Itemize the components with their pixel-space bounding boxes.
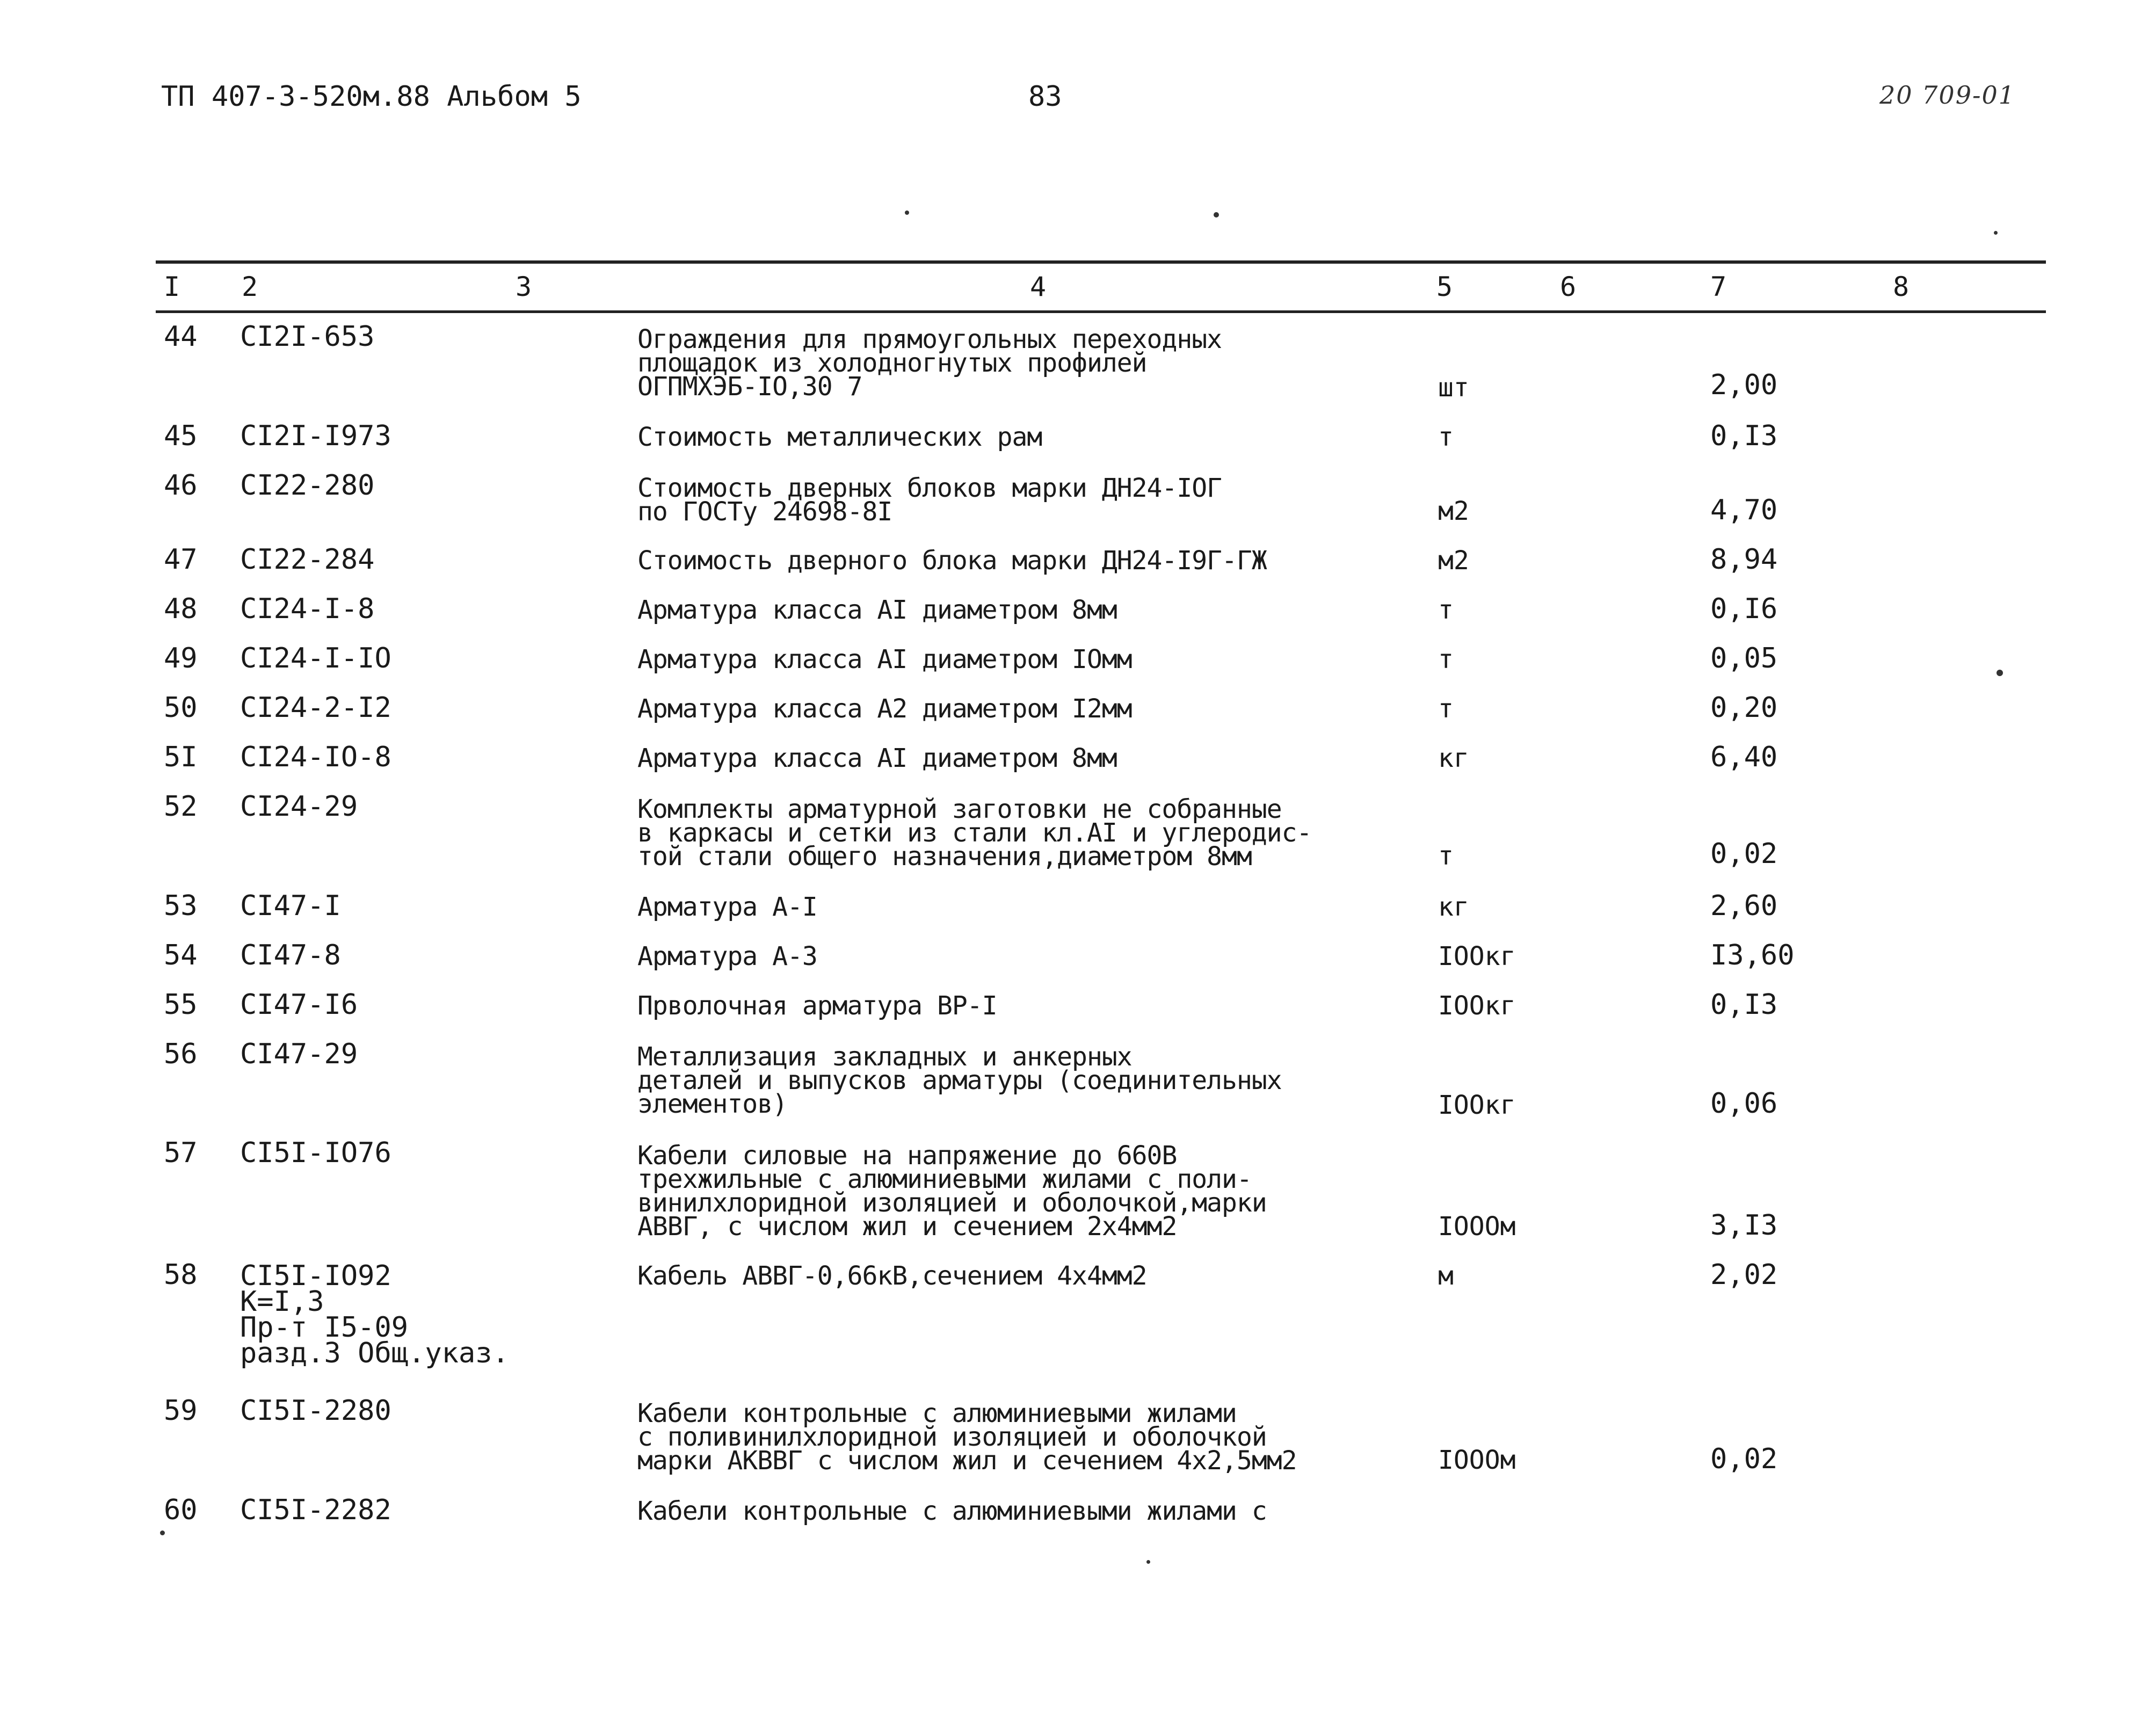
row-unit: т — [1438, 422, 1454, 452]
row-number: 48 — [164, 593, 198, 625]
row-description: Стоимость дверного блока марки ДН24-I9Г-ГЖ — [637, 546, 1267, 576]
column-header-1: I — [164, 271, 180, 302]
row-number: 58 — [164, 1259, 198, 1291]
row-quantity: 0,I3 — [1710, 420, 1778, 452]
row-description: Стоимость металлических рам — [637, 422, 1042, 452]
page-number: 83 — [1028, 81, 1062, 113]
row-number: 60 — [164, 1494, 198, 1526]
row-description: Кабели силовые на напряжение до 660В трехжильные с алюминиевыми жилами с поли- винилхлоридной изоляцией и оболочкой,марки АВВГ, с числом жил и сечением 2х4мм2 — [637, 1141, 1267, 1242]
row-code: CI24-I-IO — [240, 642, 391, 674]
row-code: CI2I-653 — [240, 321, 375, 353]
column-header-4: 4 — [1030, 271, 1047, 302]
row-code: CI2I-I973 — [240, 420, 391, 452]
row-quantity: 0,05 — [1710, 642, 1778, 674]
row-quantity: 0,20 — [1710, 692, 1778, 724]
row-code: CI24-IO-8 — [240, 741, 391, 773]
row-unit: IOOкг — [1438, 1090, 1516, 1120]
row-number: 46 — [164, 469, 198, 502]
table-top-rule — [156, 260, 2046, 264]
row-unit: м2 — [1438, 546, 1469, 576]
row-number: 59 — [164, 1395, 198, 1427]
column-header-3: 3 — [516, 271, 532, 302]
row-quantity: 0,06 — [1710, 1087, 1778, 1120]
row-number: 54 — [164, 939, 198, 971]
row-quantity: 8,94 — [1710, 543, 1778, 576]
scan-speck — [1997, 670, 2003, 676]
row-unit: т — [1438, 595, 1454, 625]
row-description: Ограждения для прямоугольных переходных площадок из холодногнутых профилей ОГПМХЭБ-IO,30 7 — [637, 324, 1222, 402]
row-number: 44 — [164, 321, 198, 353]
row-code: CI24-2-I2 — [240, 692, 391, 724]
row-unit: т — [1438, 841, 1454, 871]
row-description: Арматура А-I — [637, 892, 817, 922]
row-code: CI47-I6 — [240, 989, 358, 1021]
row-quantity: 6,40 — [1710, 741, 1778, 773]
scan-speck — [1994, 231, 1998, 235]
row-quantity: I3,60 — [1710, 939, 1795, 971]
document-code: ТП 407-3-520м.88 Альбом 5 — [161, 81, 582, 113]
column-header-5: 5 — [1436, 271, 1453, 302]
row-code: CI5I-IO92 К=I,3 Пр-т I5-09 разд.3 Общ.указ. — [240, 1260, 509, 1369]
row-code: CI22-280 — [240, 469, 375, 502]
row-unit: IOOкг — [1438, 941, 1516, 971]
column-header-6: 6 — [1560, 271, 1577, 302]
row-quantity: 2,00 — [1710, 369, 1778, 401]
row-description: Арматура класса АI диаметром 8мм — [637, 595, 1117, 625]
row-code: CI24-29 — [240, 790, 358, 823]
row-unit: м2 — [1438, 496, 1469, 526]
row-number: 47 — [164, 543, 198, 576]
row-number: 55 — [164, 989, 198, 1021]
row-unit: IOOкг — [1438, 991, 1516, 1021]
row-quantity: 2,60 — [1710, 890, 1778, 922]
row-number: 49 — [164, 642, 198, 674]
row-number: 5I — [164, 741, 198, 773]
row-unit: IOOOм — [1438, 1212, 1516, 1242]
scan-speck — [1146, 1560, 1150, 1564]
row-description: Кабели контрольные с алюминиевыми жилами с — [637, 1496, 1267, 1526]
column-header-8: 8 — [1893, 271, 1910, 302]
row-unit: м — [1438, 1261, 1454, 1291]
row-description: Кабели контрольные с алюминиевыми жилами с поливинилхлоридной изоляцией и оболочкой марки АКВВГ с числом жил и сечением 4х2,5мм2 — [637, 1398, 1297, 1476]
handwritten-note: 20 709-01 — [1879, 81, 2016, 110]
row-quantity: 0,I3 — [1710, 989, 1778, 1021]
row-code: CI47-8 — [240, 939, 341, 971]
row-quantity: 3,I3 — [1710, 1209, 1778, 1242]
row-quantity: 0,02 — [1710, 838, 1778, 870]
column-header-2: 2 — [242, 271, 258, 302]
row-code: CI5I-2282 — [240, 1494, 391, 1526]
row-description: Стоимость дверных блоков марки ДН24-IОГ по ГОСТу 24698-8I — [637, 473, 1222, 527]
row-description: Арматура класса АI диаметром 8мм — [637, 743, 1117, 773]
row-unit: т — [1438, 644, 1454, 674]
row-quantity: 0,02 — [1710, 1443, 1778, 1475]
row-description: Кабель АВВГ-0,66кВ,сечением 4х4мм2 — [637, 1261, 1147, 1291]
row-code: CI22-284 — [240, 543, 375, 576]
row-code: CI47-29 — [240, 1038, 358, 1070]
scan-speck — [1214, 212, 1219, 217]
row-description: Арматура класса АI диаметром IОмм — [637, 644, 1132, 674]
column-header-7: 7 — [1710, 271, 1727, 302]
row-quantity: 0,I6 — [1710, 593, 1778, 625]
row-description: Арматура класса А2 диаметром I2мм — [637, 694, 1132, 724]
row-quantity: 2,02 — [1710, 1259, 1778, 1291]
row-unit: кг — [1438, 892, 1469, 922]
row-code: CI5I-IO76 — [240, 1137, 391, 1169]
row-unit: кг — [1438, 743, 1469, 773]
scan-speck — [905, 211, 909, 215]
row-description: Арматура А-3 — [637, 941, 817, 971]
row-unit: шт — [1438, 373, 1469, 403]
row-unit: т — [1438, 694, 1454, 724]
row-code: CI47-I — [240, 890, 341, 922]
row-code: CI24-I-8 — [240, 593, 375, 625]
row-number: 57 — [164, 1137, 198, 1169]
row-number: 45 — [164, 420, 198, 452]
row-number: 50 — [164, 692, 198, 724]
row-description: Прволочная арматура ВР-I — [637, 991, 997, 1021]
scan-speck — [160, 1530, 165, 1535]
row-description: Комплекты арматурной заготовки не собранные в каркасы и сетки из стали кл.АI и углеродис- той стали общего назначения,диаметром 8мм — [637, 794, 1312, 872]
table-header-rule — [156, 310, 2046, 313]
row-unit: IOOOм — [1438, 1445, 1516, 1475]
row-number: 56 — [164, 1038, 198, 1070]
row-code: CI5I-2280 — [240, 1395, 391, 1427]
row-description: Металлизация закладных и анкерных деталей и выпусков арматуры (соединительных элементов) — [637, 1042, 1282, 1119]
row-number: 52 — [164, 790, 198, 823]
row-quantity: 4,70 — [1710, 494, 1778, 526]
row-number: 53 — [164, 890, 198, 922]
